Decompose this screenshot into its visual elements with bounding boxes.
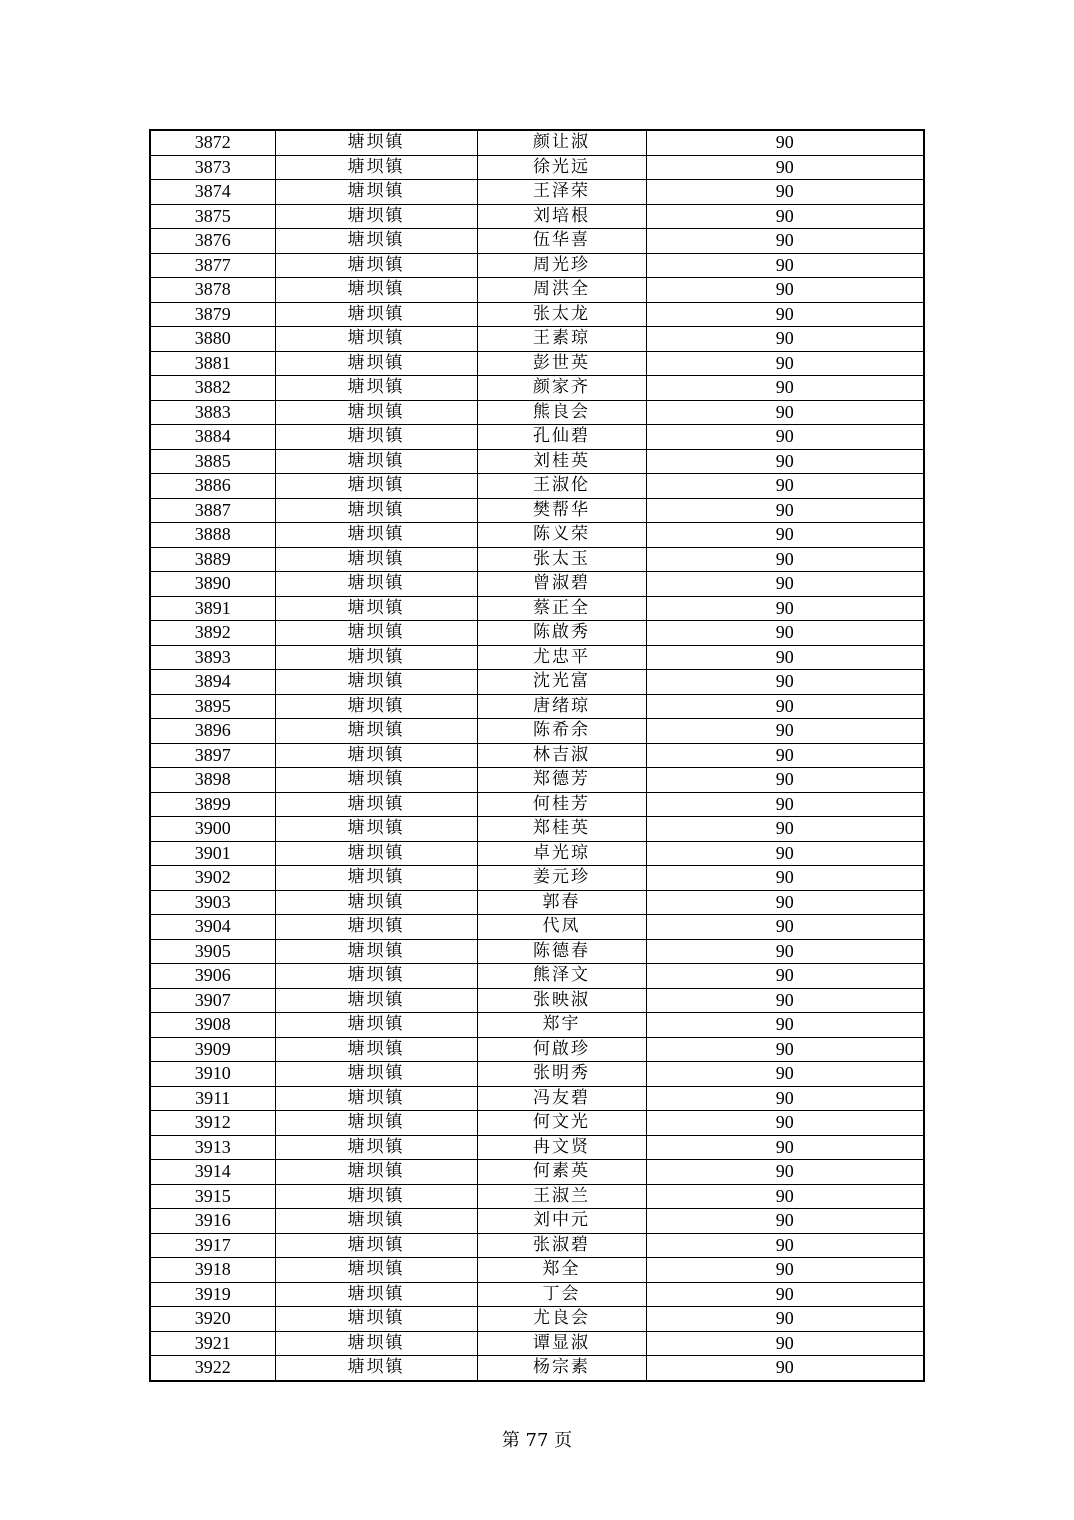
table-row (150, 1258, 924, 1283)
cell-name: 王泽荣 (477, 180, 646, 205)
cell-amount: 90 (646, 1111, 924, 1136)
cell-amount: 90 (646, 1258, 924, 1283)
cell-town: 塘坝镇 (275, 278, 477, 303)
cell-amount: 90 (646, 1062, 924, 1087)
cell-amount: 90 (646, 1233, 924, 1258)
table-row (150, 449, 924, 474)
cell-number: 3886 (150, 474, 275, 499)
cell-number: 3882 (150, 376, 275, 401)
cell-number: 3910 (150, 1062, 275, 1087)
table-row (150, 988, 924, 1013)
table-row (150, 596, 924, 621)
cell-town: 塘坝镇 (275, 915, 477, 940)
cell-town: 塘坝镇 (275, 572, 477, 597)
table-row (150, 1111, 924, 1136)
cell-name: 颜家齐 (477, 376, 646, 401)
cell-number: 3897 (150, 743, 275, 768)
cell-town: 塘坝镇 (275, 596, 477, 621)
table-row (150, 547, 924, 572)
table-row (150, 1209, 924, 1234)
cell-name: 张明秀 (477, 1062, 646, 1087)
cell-name: 陈义荣 (477, 523, 646, 548)
cell-town: 塘坝镇 (275, 327, 477, 352)
cell-number: 3914 (150, 1160, 275, 1185)
cell-name: 尤良会 (477, 1307, 646, 1332)
cell-name: 卓光琼 (477, 841, 646, 866)
table-row (150, 376, 924, 401)
table-row (150, 1282, 924, 1307)
cell-amount: 90 (646, 351, 924, 376)
cell-name: 何素英 (477, 1160, 646, 1185)
table-row (150, 180, 924, 205)
cell-number: 3907 (150, 988, 275, 1013)
cell-name: 颜让淑 (477, 130, 646, 155)
cell-name: 樊帮华 (477, 498, 646, 523)
cell-amount: 90 (646, 204, 924, 229)
table-row (150, 621, 924, 646)
cell-amount: 90 (646, 302, 924, 327)
table-row (150, 474, 924, 499)
cell-number: 3889 (150, 547, 275, 572)
cell-amount: 90 (646, 253, 924, 278)
cell-name: 徐光远 (477, 155, 646, 180)
cell-amount: 90 (646, 890, 924, 915)
cell-amount: 90 (646, 841, 924, 866)
table-row (150, 572, 924, 597)
cell-name: 伍华喜 (477, 229, 646, 254)
cell-town: 塘坝镇 (275, 130, 477, 155)
table-row (150, 1307, 924, 1332)
cell-amount: 90 (646, 670, 924, 695)
cell-town: 塘坝镇 (275, 1307, 477, 1332)
table-row (150, 743, 924, 768)
cell-amount: 90 (646, 1209, 924, 1234)
cell-number: 3883 (150, 400, 275, 425)
cell-name: 何文光 (477, 1111, 646, 1136)
cell-name: 刘中元 (477, 1209, 646, 1234)
cell-town: 塘坝镇 (275, 841, 477, 866)
cell-number: 3906 (150, 964, 275, 989)
cell-town: 塘坝镇 (275, 1160, 477, 1185)
cell-number: 3878 (150, 278, 275, 303)
cell-amount: 90 (646, 498, 924, 523)
cell-town: 塘坝镇 (275, 1135, 477, 1160)
cell-number: 3904 (150, 915, 275, 940)
cell-amount: 90 (646, 1013, 924, 1038)
cell-amount: 90 (646, 547, 924, 572)
cell-amount: 90 (646, 130, 924, 155)
cell-town: 塘坝镇 (275, 890, 477, 915)
cell-number: 3894 (150, 670, 275, 695)
cell-name: 陈希余 (477, 719, 646, 744)
cell-amount: 90 (646, 229, 924, 254)
table-row (150, 523, 924, 548)
table-row (150, 719, 924, 744)
cell-amount: 90 (646, 596, 924, 621)
table-row (150, 425, 924, 450)
cell-name: 陈德春 (477, 939, 646, 964)
cell-town: 塘坝镇 (275, 1062, 477, 1087)
cell-town: 塘坝镇 (275, 1209, 477, 1234)
cell-amount: 90 (646, 743, 924, 768)
table-row (150, 1331, 924, 1356)
table-row (150, 155, 924, 180)
cell-town: 塘坝镇 (275, 964, 477, 989)
table-row (150, 841, 924, 866)
cell-town: 塘坝镇 (275, 1282, 477, 1307)
cell-name: 姜元珍 (477, 866, 646, 891)
cell-name: 曾淑碧 (477, 572, 646, 597)
cell-name: 代凤 (477, 915, 646, 940)
table-row (150, 915, 924, 940)
cell-town: 塘坝镇 (275, 155, 477, 180)
cell-name: 郑德芳 (477, 768, 646, 793)
cell-name: 林吉淑 (477, 743, 646, 768)
cell-name: 王素琼 (477, 327, 646, 352)
cell-amount: 90 (646, 1037, 924, 1062)
cell-amount: 90 (646, 645, 924, 670)
cell-amount: 90 (646, 792, 924, 817)
cell-number: 3898 (150, 768, 275, 793)
cell-number: 3912 (150, 1111, 275, 1136)
cell-number: 3874 (150, 180, 275, 205)
cell-name: 刘桂英 (477, 449, 646, 474)
cell-town: 塘坝镇 (275, 719, 477, 744)
cell-name: 冉文贤 (477, 1135, 646, 1160)
table-row (150, 1062, 924, 1087)
cell-amount: 90 (646, 1160, 924, 1185)
cell-number: 3916 (150, 1209, 275, 1234)
cell-number: 3903 (150, 890, 275, 915)
cell-number: 3890 (150, 572, 275, 597)
cell-name: 谭显淑 (477, 1331, 646, 1356)
table-row (150, 694, 924, 719)
cell-town: 塘坝镇 (275, 817, 477, 842)
cell-amount: 90 (646, 523, 924, 548)
cell-town: 塘坝镇 (275, 523, 477, 548)
cell-number: 3899 (150, 792, 275, 817)
cell-amount: 90 (646, 180, 924, 205)
cell-amount: 90 (646, 376, 924, 401)
cell-town: 塘坝镇 (275, 229, 477, 254)
table-row (150, 229, 924, 254)
cell-town: 塘坝镇 (275, 1037, 477, 1062)
table-row (150, 130, 924, 155)
cell-town: 塘坝镇 (275, 694, 477, 719)
cell-town: 塘坝镇 (275, 1013, 477, 1038)
cell-number: 3893 (150, 645, 275, 670)
cell-amount: 90 (646, 572, 924, 597)
cell-number: 3909 (150, 1037, 275, 1062)
cell-town: 塘坝镇 (275, 1111, 477, 1136)
table-row (150, 1037, 924, 1062)
cell-town: 塘坝镇 (275, 1356, 477, 1381)
table-row (150, 1184, 924, 1209)
cell-town: 塘坝镇 (275, 547, 477, 572)
cell-amount: 90 (646, 915, 924, 940)
cell-name: 冯友碧 (477, 1086, 646, 1111)
cell-name: 周洪全 (477, 278, 646, 303)
cell-town: 塘坝镇 (275, 621, 477, 646)
cell-number: 3919 (150, 1282, 275, 1307)
cell-amount: 90 (646, 1307, 924, 1332)
cell-name: 王淑伦 (477, 474, 646, 499)
cell-name: 张映淑 (477, 988, 646, 1013)
cell-town: 塘坝镇 (275, 253, 477, 278)
table-row (150, 866, 924, 891)
roster-table-body (150, 130, 924, 1381)
cell-number: 3901 (150, 841, 275, 866)
cell-name: 周光珍 (477, 253, 646, 278)
table-row (150, 204, 924, 229)
cell-number: 3922 (150, 1356, 275, 1381)
cell-number: 3891 (150, 596, 275, 621)
cell-town: 塘坝镇 (275, 792, 477, 817)
cell-amount: 90 (646, 1356, 924, 1381)
table-row (150, 890, 924, 915)
roster-table (149, 129, 925, 1382)
table-row (150, 1233, 924, 1258)
cell-number: 3887 (150, 498, 275, 523)
cell-town: 塘坝镇 (275, 351, 477, 376)
cell-town: 塘坝镇 (275, 1331, 477, 1356)
table-row (150, 939, 924, 964)
table-row (150, 1013, 924, 1038)
cell-number: 3895 (150, 694, 275, 719)
cell-town: 塘坝镇 (275, 474, 477, 499)
cell-town: 塘坝镇 (275, 866, 477, 891)
cell-amount: 90 (646, 425, 924, 450)
cell-town: 塘坝镇 (275, 768, 477, 793)
cell-amount: 90 (646, 1331, 924, 1356)
cell-number: 3884 (150, 425, 275, 450)
table-row (150, 1160, 924, 1185)
cell-amount: 90 (646, 694, 924, 719)
cell-number: 3902 (150, 866, 275, 891)
cell-name: 尤忠平 (477, 645, 646, 670)
cell-name: 郑桂英 (477, 817, 646, 842)
cell-number: 3892 (150, 621, 275, 646)
cell-name: 沈光富 (477, 670, 646, 695)
table-row (150, 302, 924, 327)
cell-name: 熊泽文 (477, 964, 646, 989)
cell-number: 3905 (150, 939, 275, 964)
page-number: 第 77 页 (501, 1430, 573, 1451)
cell-town: 塘坝镇 (275, 498, 477, 523)
cell-name: 唐绪琼 (477, 694, 646, 719)
cell-name: 彭世英 (477, 351, 646, 376)
cell-number: 3879 (150, 302, 275, 327)
table-row (150, 768, 924, 793)
cell-amount: 90 (646, 817, 924, 842)
cell-amount: 90 (646, 278, 924, 303)
cell-number: 3896 (150, 719, 275, 744)
cell-amount: 90 (646, 155, 924, 180)
cell-town: 塘坝镇 (275, 400, 477, 425)
cell-number: 3876 (150, 229, 275, 254)
cell-name: 杨宗素 (477, 1356, 646, 1381)
cell-number: 3881 (150, 351, 275, 376)
cell-town: 塘坝镇 (275, 670, 477, 695)
cell-number: 3921 (150, 1331, 275, 1356)
cell-amount: 90 (646, 1135, 924, 1160)
cell-number: 3900 (150, 817, 275, 842)
cell-town: 塘坝镇 (275, 1258, 477, 1283)
cell-number: 3877 (150, 253, 275, 278)
table-row (150, 792, 924, 817)
table-row (150, 964, 924, 989)
cell-amount: 90 (646, 719, 924, 744)
cell-town: 塘坝镇 (275, 939, 477, 964)
cell-number: 3918 (150, 1258, 275, 1283)
cell-name: 熊良会 (477, 400, 646, 425)
cell-town: 塘坝镇 (275, 645, 477, 670)
cell-amount: 90 (646, 400, 924, 425)
cell-amount: 90 (646, 1086, 924, 1111)
cell-amount: 90 (646, 327, 924, 352)
cell-amount: 90 (646, 866, 924, 891)
cell-name: 何啟珍 (477, 1037, 646, 1062)
table-row (150, 278, 924, 303)
cell-name: 何桂芳 (477, 792, 646, 817)
table-row (150, 351, 924, 376)
cell-amount: 90 (646, 1184, 924, 1209)
cell-number: 3873 (150, 155, 275, 180)
cell-name: 郭春 (477, 890, 646, 915)
cell-name: 孔仙碧 (477, 425, 646, 450)
cell-town: 塘坝镇 (275, 302, 477, 327)
cell-number: 3920 (150, 1307, 275, 1332)
cell-name: 刘培根 (477, 204, 646, 229)
cell-name: 陈啟秀 (477, 621, 646, 646)
cell-number: 3913 (150, 1135, 275, 1160)
table-row (150, 498, 924, 523)
cell-number: 3880 (150, 327, 275, 352)
cell-number: 3875 (150, 204, 275, 229)
table-row (150, 670, 924, 695)
cell-amount: 90 (646, 1282, 924, 1307)
cell-amount: 90 (646, 988, 924, 1013)
cell-town: 塘坝镇 (275, 988, 477, 1013)
table-row (150, 1356, 924, 1381)
cell-name: 丁会 (477, 1282, 646, 1307)
table-row (150, 1086, 924, 1111)
table-row (150, 327, 924, 352)
cell-town: 塘坝镇 (275, 1184, 477, 1209)
table-row (150, 400, 924, 425)
cell-name: 郑宇 (477, 1013, 646, 1038)
table-row (150, 253, 924, 278)
table-row (150, 1135, 924, 1160)
cell-amount: 90 (646, 964, 924, 989)
cell-number: 3911 (150, 1086, 275, 1111)
cell-town: 塘坝镇 (275, 204, 477, 229)
cell-amount: 90 (646, 474, 924, 499)
cell-amount: 90 (646, 939, 924, 964)
cell-name: 张太玉 (477, 547, 646, 572)
cell-number: 3872 (150, 130, 275, 155)
cell-number: 3915 (150, 1184, 275, 1209)
cell-town: 塘坝镇 (275, 376, 477, 401)
cell-number: 3908 (150, 1013, 275, 1038)
cell-amount: 90 (646, 621, 924, 646)
cell-town: 塘坝镇 (275, 425, 477, 450)
cell-name: 张淑碧 (477, 1233, 646, 1258)
cell-town: 塘坝镇 (275, 1086, 477, 1111)
cell-number: 3888 (150, 523, 275, 548)
cell-amount: 90 (646, 449, 924, 474)
cell-number: 3917 (150, 1233, 275, 1258)
cell-name: 蔡正全 (477, 596, 646, 621)
cell-town: 塘坝镇 (275, 743, 477, 768)
cell-town: 塘坝镇 (275, 1233, 477, 1258)
table-row (150, 645, 924, 670)
table-row (150, 817, 924, 842)
cell-amount: 90 (646, 768, 924, 793)
cell-town: 塘坝镇 (275, 449, 477, 474)
cell-name: 郑全 (477, 1258, 646, 1283)
cell-name: 张太龙 (477, 302, 646, 327)
cell-name: 王淑兰 (477, 1184, 646, 1209)
cell-town: 塘坝镇 (275, 180, 477, 205)
cell-number: 3885 (150, 449, 275, 474)
